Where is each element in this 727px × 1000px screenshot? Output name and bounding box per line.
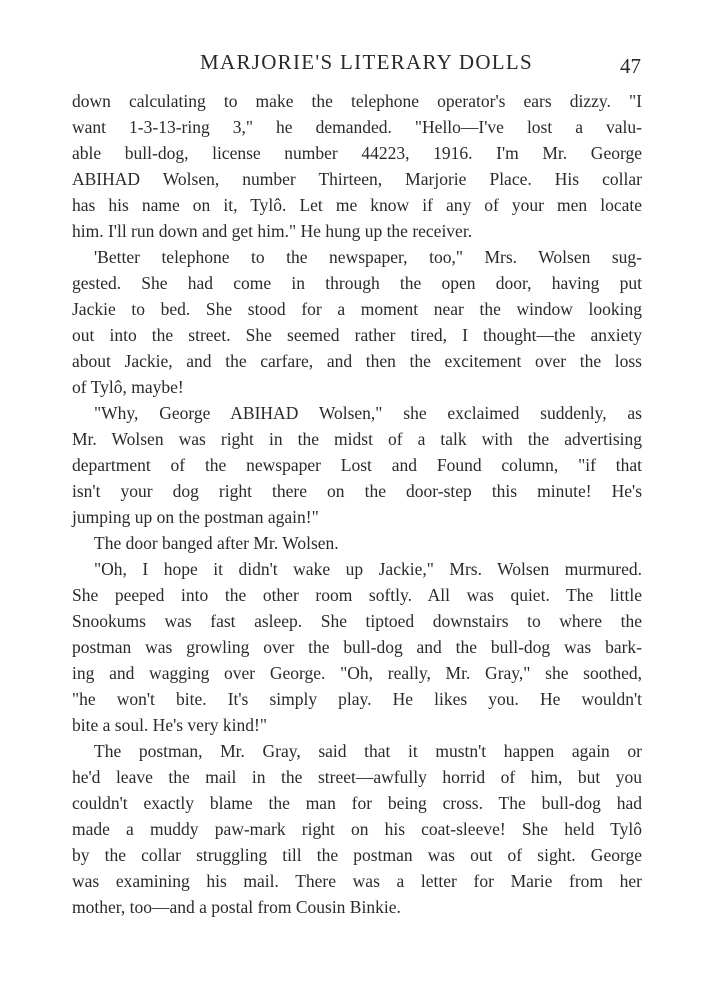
text-line: department of the newspaper Lost and Found column, "if that bbox=[72, 455, 642, 475]
text-line: postman was growling over the bull-dog and the bull-dog was bark- bbox=[72, 637, 642, 657]
text-line: She peeped into the other room softly. All was quiet. The little bbox=[72, 585, 642, 605]
page-number: 47 bbox=[620, 54, 641, 78]
text-line: about Jackie, and the carfare, and then the excitement over the loss bbox=[72, 351, 642, 371]
text-line: mother, too—and a postal from Cousin Binkie. bbox=[72, 897, 401, 917]
text-line: down calculating to make the telephone operator's ears dizzy. "I bbox=[72, 91, 642, 111]
text-line: him. I'll run down and get him." He hung up the receiver. bbox=[72, 221, 473, 241]
text-line: gested. She had come in through the open door, having put bbox=[72, 273, 642, 293]
text-line: by the collar struggling till the postman was out of sight. George bbox=[72, 845, 642, 865]
text-line: Mr. Wolsen was right in the midst of a talk with the advertising bbox=[72, 429, 642, 449]
text-line: was examining his mail. There was a letter for Marie from her bbox=[72, 871, 642, 891]
text-line: ABIHAD Wolsen, number Thirteen, Marjorie Place. His collar bbox=[72, 169, 642, 189]
text-line: made a muddy paw-mark right on his coat-sleeve! She held Tylô bbox=[72, 819, 642, 839]
text-line: has his name on it, Tylô. Let me know if any of your men locate bbox=[72, 195, 642, 215]
text-line: "he won't bite. It's simply play. He likes you. He wouldn't bbox=[72, 689, 642, 709]
body-text bbox=[72, 88, 642, 920]
text-line: he'd leave the mail in the street—awfully horrid of him, but you bbox=[72, 767, 642, 787]
text-line: isn't your dog right there on the door-step this minute! He's bbox=[72, 481, 642, 501]
text-line: 'Better telephone to the newspaper, too," Mrs. Wolsen sug- bbox=[94, 247, 642, 267]
text-line: The postman, Mr. Gray, said that it mustn't happen again or bbox=[94, 741, 642, 761]
text-line: "Why, George ABIHAD Wolsen," she exclaimed suddenly, as bbox=[94, 403, 642, 423]
text-line: out into the street. She seemed rather tired, I thought—the anxiety bbox=[72, 325, 642, 345]
text-line: Snookums was fast asleep. She tiptoed downstairs to where the bbox=[72, 611, 642, 631]
text-line: of Tylô, maybe! bbox=[72, 377, 184, 397]
text-line: jumping up on the postman again!" bbox=[72, 507, 319, 527]
text-line: The door banged after Mr. Wolsen. bbox=[94, 533, 339, 553]
text-line: able bull-dog, license number 44223, 1916. I'm Mr. George bbox=[72, 143, 642, 163]
text-line: bite a soul. He's very kind!" bbox=[72, 715, 267, 735]
running-head bbox=[0, 50, 727, 80]
running-title: MARJORIE'S LITERARY DOLLS bbox=[200, 50, 534, 74]
text-line: want 1-3-13-ring 3," he demanded. "Hello—I've lost a valu- bbox=[72, 117, 642, 137]
text-line: ing and wagging over George. "Oh, really, Mr. Gray," she soothed, bbox=[72, 663, 642, 683]
text-line: couldn't exactly blame the man for being cross. The bull-dog had bbox=[72, 793, 642, 813]
text-line: "Oh, I hope it didn't wake up Jackie," Mrs. Wolsen murmured. bbox=[94, 559, 642, 579]
text-line: Jackie to bed. She stood for a moment near the window looking bbox=[72, 299, 642, 319]
